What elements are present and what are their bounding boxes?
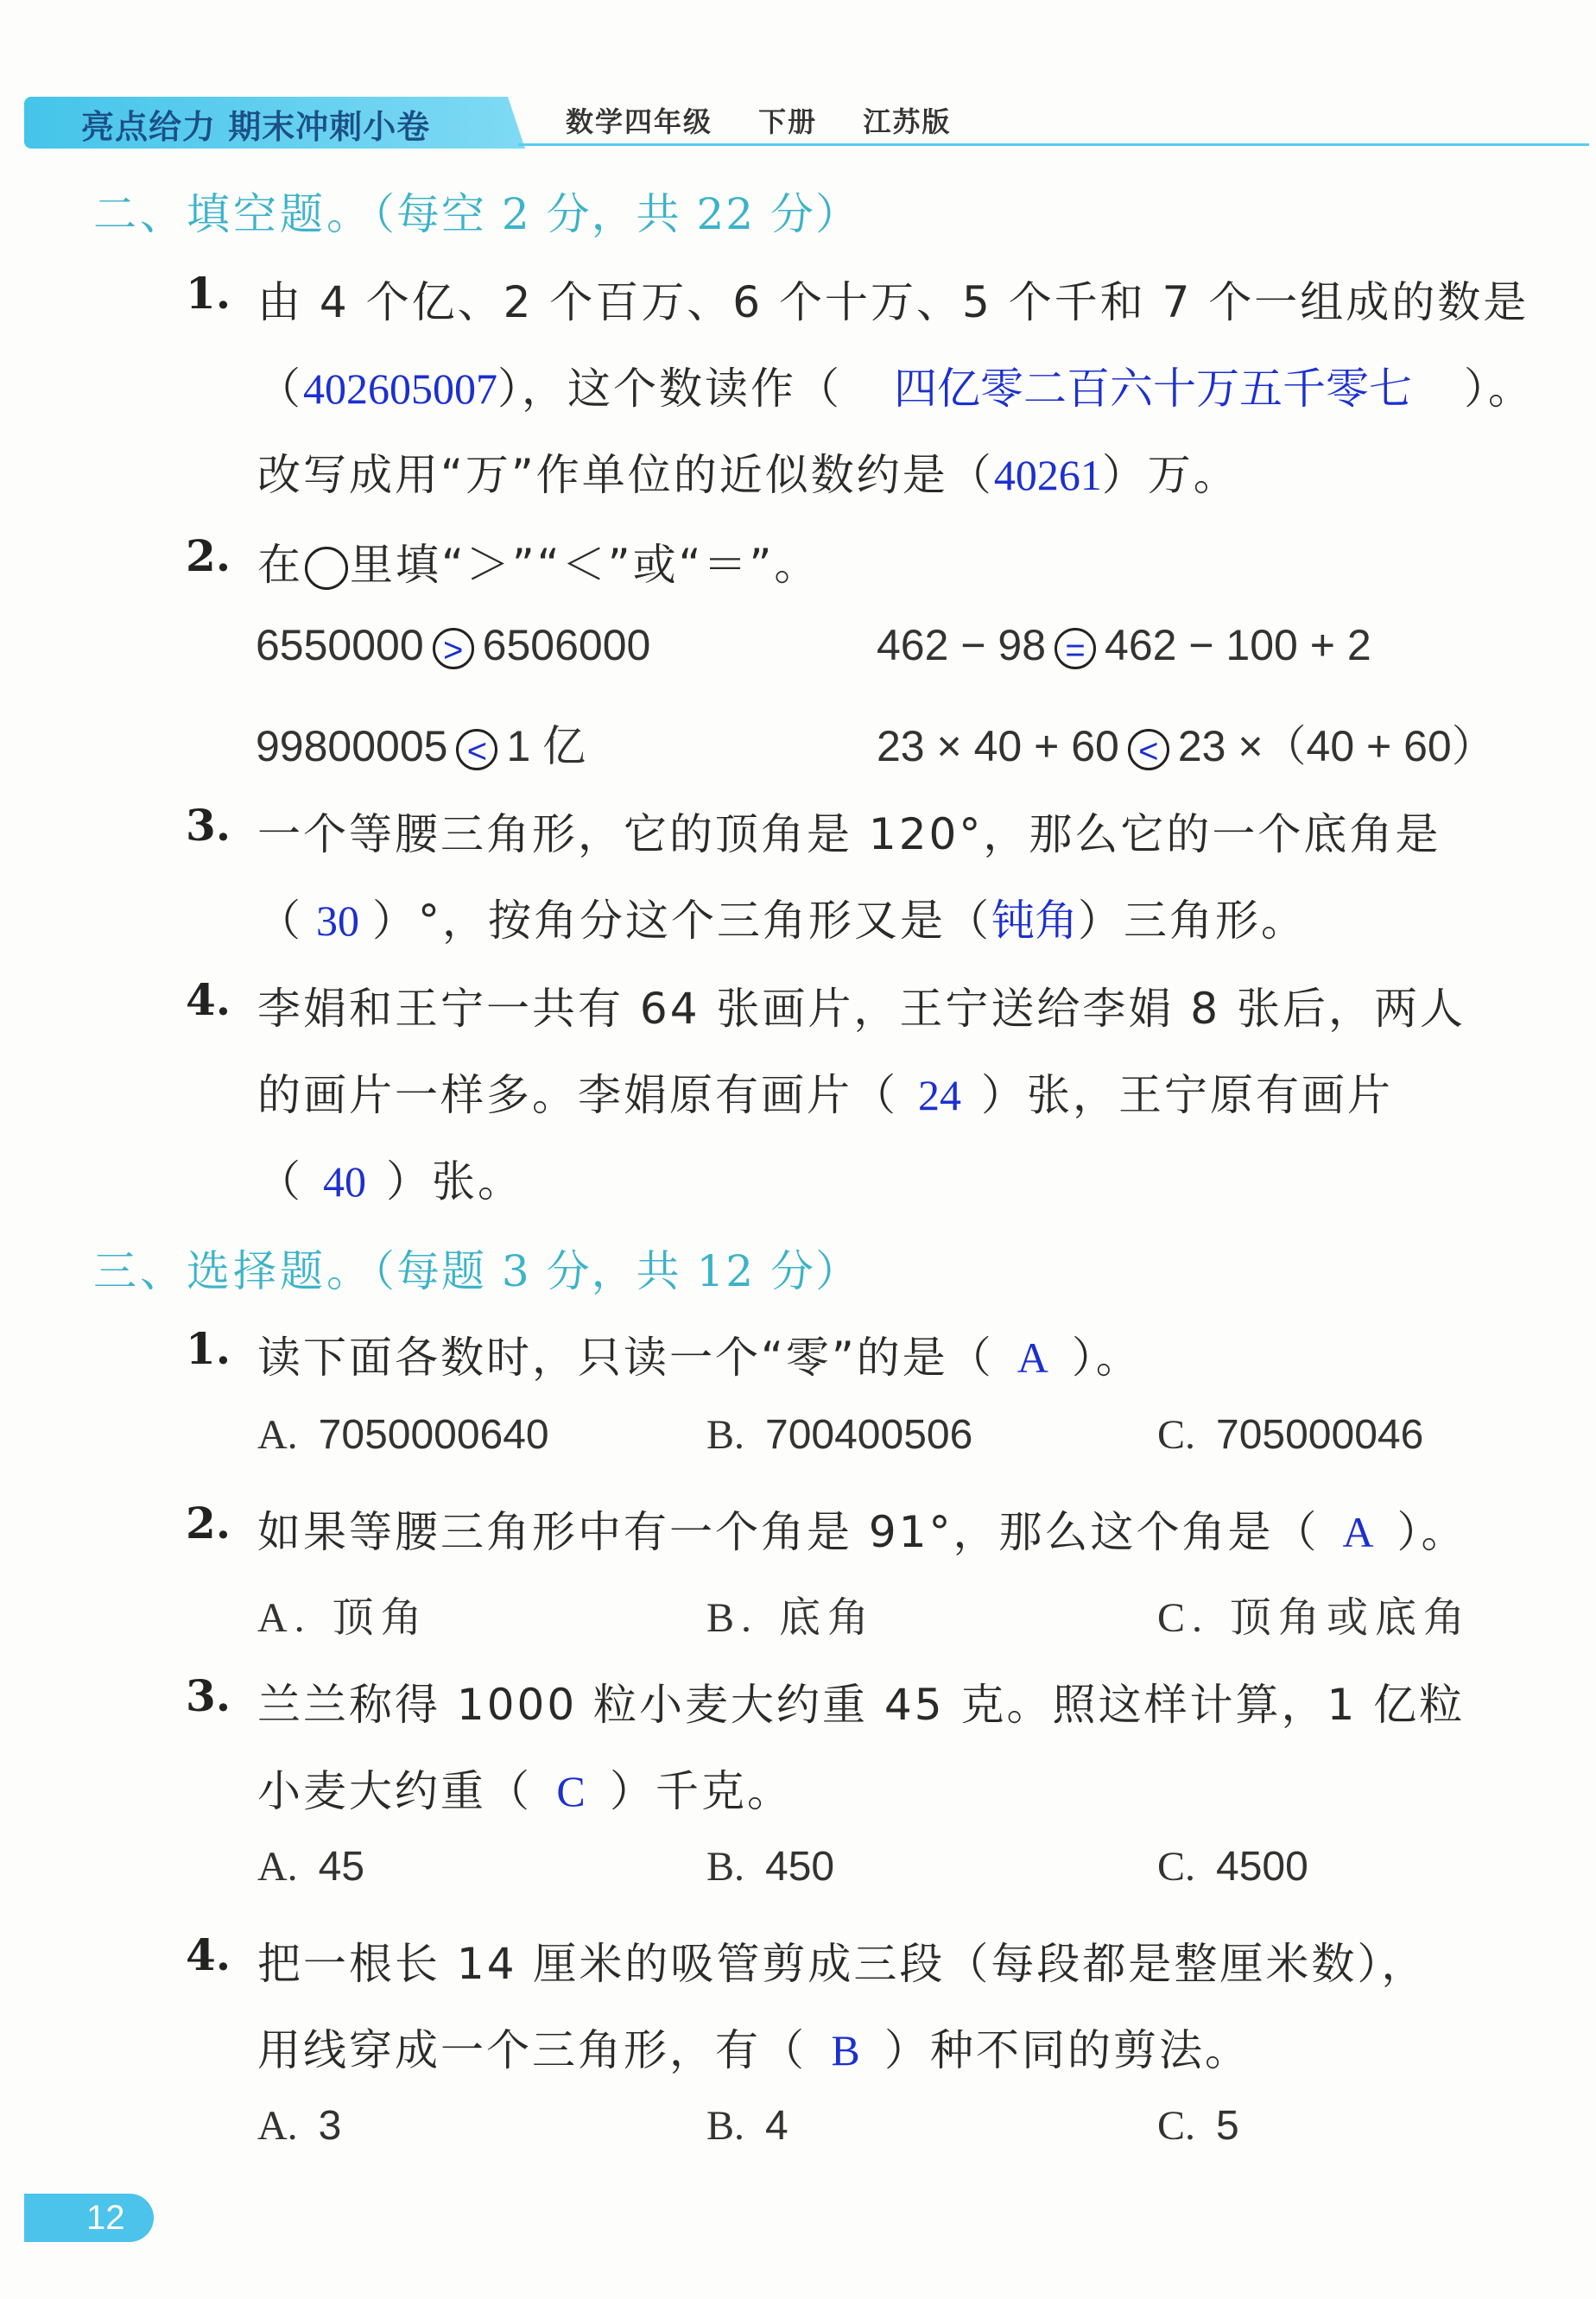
circle-blank-icon (305, 547, 348, 590)
answer-text: A (1016, 1333, 1048, 1382)
question-text: 用线穿成一个三角形，有（ B ）种不同的剪法。 (257, 2025, 1251, 2075)
question-text: 读下面各数时，只读一个“零”的是（ A ）。 (257, 1333, 1142, 1383)
question-number: 3. (186, 1670, 231, 1721)
question-text: 改写成用“万”作单位的近似数约是（40261）万。 (257, 450, 1239, 500)
page-number: 12 (86, 2199, 125, 2237)
question-number: 2. (186, 1498, 231, 1548)
question-text: 由 4 个亿、2 个百万、6 个十万、5 个千和 7 个一组成的数是 (257, 277, 1530, 327)
series-title: 亮点给力 期末冲刺小卷 (81, 108, 431, 146)
option-b: B. 700400506 (706, 1412, 973, 1458)
question-text: （ 30 ）°，按角分这个三角形又是（钝角）三角形。 (257, 896, 1307, 946)
question-number: 4. (186, 974, 231, 1025)
option-a: A. 45 (257, 1844, 365, 1890)
answer-text: 24 (918, 1071, 961, 1119)
comparison-item: 462 − 98 = 462 − 100 + 2 (877, 621, 1371, 669)
option-c: C. 5 (1157, 2103, 1239, 2149)
question-number: 4. (186, 1929, 231, 1980)
question-text: （ 40 ）张。 (257, 1156, 523, 1206)
answer-circle: < (456, 729, 497, 770)
question-number: 1. (186, 268, 231, 319)
answer-text: 30 (316, 896, 359, 945)
option-a: A. 顶角 (257, 1593, 429, 1642)
option-b: B. 底角 (706, 1593, 877, 1642)
option-c: C. 顶角或底角 (1157, 1593, 1472, 1642)
option-a: A. 3 (257, 2103, 342, 2149)
answer-circle: < (1128, 729, 1169, 770)
question-number: 3. (186, 800, 231, 851)
answer-text: B (831, 2026, 860, 2074)
volume-label: 下册 (758, 105, 818, 138)
answer-text: 钝角 (991, 896, 1078, 946)
option-c: C. 4500 (1157, 1844, 1308, 1890)
book-info (566, 100, 985, 140)
question-text: 如果等腰三角形中有一个角是 91°，那么这个角是（ A ）。 (257, 1507, 1467, 1557)
answer-text: 402605007 (303, 364, 497, 413)
question-text: 小麦大约重（ C ）千克。 (257, 1766, 793, 1816)
question-text: （402605007），这个数读作（ 四亿零二百六十万五千零七 ）。 (257, 354, 1534, 416)
question-text: 的画片一样多。李娟原有画片（ 24 ）张，王宁原有画片 (257, 1070, 1393, 1120)
answer-text: 四亿零二百六十万五千零七 (894, 364, 1412, 414)
answer-text: 40 (323, 1157, 366, 1206)
question-text: 兰兰称得 1000 粒小麦大约重 45 克。照这样计算，1 亿粒 (257, 1680, 1466, 1730)
option-b: B. 4 (706, 2103, 788, 2149)
question-text: 李娟和王宁一共有 64 张画片，王宁送给李娟 8 张后，两人 (257, 984, 1466, 1034)
question-text: 一个等腰三角形，它的顶角是 120°，那么它的一个底角是 (257, 809, 1441, 859)
answer-circle: > (433, 628, 474, 669)
comparison-item: 23 × 40 + 60 < 23 ×（40 + 60） (877, 722, 1495, 770)
section-fill-blank-title: 二、填空题。（每空 2 分，共 22 分） (93, 189, 861, 239)
question-text: 在 里填“＞”“＜”或“＝”。 (257, 540, 820, 590)
comparison-item: 99800005 < 1 亿 (256, 722, 586, 770)
answer-text: A (1342, 1508, 1374, 1556)
option-c: C. 705000046 (1157, 1412, 1424, 1458)
question-number: 2. (186, 530, 231, 581)
answer-circle: = (1054, 628, 1096, 669)
answer-text: 40261 (993, 451, 1102, 499)
comparison-item: 6550000 > 6506000 (256, 621, 651, 669)
subject-label: 数学四年级 (566, 105, 713, 138)
question-number: 1. (186, 1323, 231, 1374)
option-a: A. 7050000640 (257, 1412, 549, 1458)
question-text: 把一根长 14 厘米的吸管剪成三段（每段都是整厘米数）， (257, 1939, 1428, 1989)
section-choice-title: 三、选择题。（每题 3 分，共 12 分） (93, 1246, 861, 1296)
edition-label: 江苏版 (863, 105, 952, 138)
answer-text: C (556, 1767, 586, 1815)
header-divider (518, 143, 1589, 146)
option-b: B. 450 (706, 1844, 835, 1890)
